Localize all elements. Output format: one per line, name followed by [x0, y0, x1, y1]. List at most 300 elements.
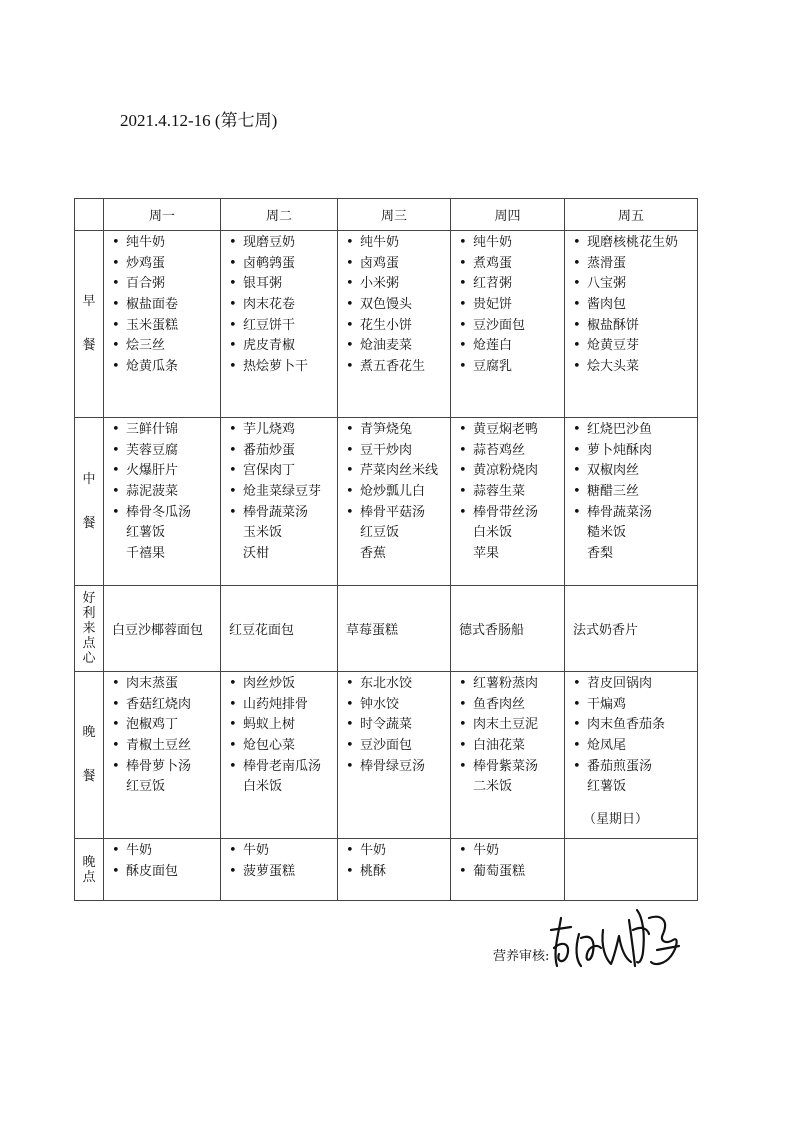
menu-item-text: 萝卜炖酥肉: [587, 442, 653, 458]
menu-item-text: 白油花菜: [473, 738, 526, 754]
menu-item: [229, 695, 337, 716]
menu-item-text: 炝莲白: [473, 338, 513, 354]
bullet-icon: •: [229, 255, 237, 271]
menu-item-text: 时令蔬菜: [360, 717, 413, 733]
menu-item-text: 鱼香肉丝: [473, 696, 526, 712]
weekly-menu-table: [74, 198, 698, 901]
bullet-icon: •: [573, 255, 581, 271]
lunch-cell: [221, 418, 338, 586]
bullet-icon: •: [229, 442, 237, 458]
menu-item: [346, 420, 450, 441]
menu-item: [229, 674, 337, 695]
meal-label-char: 心: [82, 651, 96, 666]
menu-item: [229, 461, 337, 482]
menu-extra: [459, 523, 564, 544]
menu-item: [346, 736, 450, 757]
bullet-icon: •: [573, 276, 581, 292]
dinner-cell: [451, 672, 565, 839]
menu-extra: [229, 544, 337, 565]
menu-item: [459, 274, 564, 295]
menu-item-text: 棒骨平菇汤: [360, 504, 426, 520]
menu-item-text: 牛奶: [360, 843, 387, 858]
menu-item-text: 炝油麦菜: [360, 338, 413, 354]
bullet-icon: •: [573, 504, 581, 520]
bullet-icon: •: [346, 758, 354, 774]
bullet-icon: •: [459, 359, 467, 375]
dinner-cell: [221, 672, 338, 839]
lunch-row: [75, 418, 698, 586]
menu-item-text: 芙蓉豆腐: [126, 442, 179, 458]
menu-item: [346, 441, 450, 462]
bullet-icon: •: [346, 235, 354, 250]
menu-item-text: 煮鸡蛋: [473, 255, 513, 271]
menu-item-text: 豆干炒肉: [360, 442, 413, 458]
menu-item-text: 肉末鱼香茄条: [587, 717, 666, 733]
menu-list: [565, 231, 697, 378]
menu-item-text: 棒骨萝卜汤: [126, 758, 192, 774]
menu-item-text: 卤鸡蛋: [360, 255, 400, 271]
menu-item: [459, 715, 564, 736]
menu-item-text: 烩三丝: [126, 338, 166, 354]
meal-label-char: 点: [82, 869, 96, 885]
night-snack-label: [75, 839, 104, 901]
menu-item: [573, 461, 697, 482]
day-header: 周三: [338, 199, 451, 231]
menu-item-text: 双色馒头: [360, 297, 413, 313]
day-header: 周一: [104, 199, 221, 231]
menu-item: [573, 233, 697, 254]
bullet-icon: •: [112, 484, 120, 500]
menu-item-text: 椒盐酥饼: [587, 317, 640, 333]
menu-list: [565, 418, 697, 565]
menu-item: [459, 441, 564, 462]
bullet-icon: •: [573, 696, 581, 712]
menu-item-text: 银耳粥: [243, 276, 283, 292]
bullet-icon: •: [112, 359, 120, 375]
day-header: 周四: [451, 199, 565, 231]
bullet-icon: •: [346, 338, 354, 354]
bullet-icon: •: [346, 738, 354, 754]
bullet-icon: •: [459, 442, 467, 458]
night-snack-row: [75, 839, 698, 901]
bullet-icon: •: [112, 297, 120, 313]
bullet-icon: •: [346, 484, 354, 500]
menu-item: [573, 274, 697, 295]
menu-item-text: 糙米饭: [587, 525, 627, 541]
menu-item-text: 炒鸡蛋: [126, 255, 166, 271]
bullet-icon: •: [112, 696, 120, 712]
menu-item-text: 牛奶: [126, 843, 153, 858]
bullet-icon: •: [573, 442, 581, 458]
menu-extra: [112, 777, 220, 798]
snack-cell: 红豆花面包: [221, 586, 338, 672]
bullet-icon: •: [229, 297, 237, 313]
menu-item-text: 豆沙面包: [473, 317, 526, 333]
meal-label-char: 餐: [82, 515, 96, 531]
menu-item-text: 糖醋三丝: [587, 484, 640, 500]
menu-item: [573, 757, 697, 778]
menu-item-text: 棒骨带丝汤: [473, 504, 539, 520]
menu-item: [229, 420, 337, 441]
bullet-icon: •: [346, 422, 354, 437]
menu-item-text: 钟水饺: [360, 696, 400, 712]
bullet-icon: •: [112, 717, 120, 733]
day-header-row: [75, 199, 698, 231]
menu-item-text: 菠萝蛋糕: [243, 863, 296, 879]
menu-item-text: 八宝粥: [587, 276, 627, 292]
bullet-icon: •: [229, 338, 237, 354]
menu-item-text: 香蕉: [360, 546, 387, 562]
bullet-icon: •: [112, 738, 120, 754]
lunch-cell: [451, 418, 565, 586]
menu-item: [112, 295, 220, 316]
bullet-icon: •: [346, 442, 354, 458]
bullet-icon: •: [229, 317, 237, 333]
menu-item-text: 东北水饺: [360, 676, 413, 691]
menu-item-text: 炝黄豆芽: [587, 338, 640, 354]
bullet-icon: •: [573, 317, 581, 333]
menu-item: [346, 357, 450, 378]
menu-item: [459, 674, 564, 695]
menu-item-text: 纯牛奶: [360, 235, 400, 250]
menu-item-text: 百合粥: [126, 276, 166, 292]
bullet-icon: •: [459, 676, 467, 691]
menu-item: [112, 233, 220, 254]
menu-item: [346, 336, 450, 357]
day-header: 周五: [565, 199, 698, 231]
bullet-icon: •: [459, 717, 467, 733]
menu-item-text: 玉米饭: [243, 525, 283, 541]
menu-list: [221, 839, 337, 882]
menu-item: [346, 715, 450, 736]
menu-item: [573, 357, 697, 378]
menu-item: [229, 233, 337, 254]
menu-item-text: 二米饭: [473, 779, 513, 795]
bullet-icon: •: [346, 276, 354, 292]
menu-item: [459, 233, 564, 254]
menu-item: [229, 274, 337, 295]
meal-label-char: 来: [82, 621, 96, 636]
menu-item: [346, 695, 450, 716]
menu-item: [112, 503, 220, 524]
menu-extra: [459, 544, 564, 565]
menu-item-text: 红豆饭: [126, 779, 166, 795]
menu-extra: [229, 523, 337, 544]
menu-item-text: 卤鹌鹑蛋: [243, 255, 296, 271]
menu-item: [112, 357, 220, 378]
menu-list: [565, 672, 697, 831]
meal-label-char: 利: [82, 606, 96, 621]
menu-extra: [112, 523, 220, 544]
menu-item: [229, 862, 337, 883]
menu-list: [451, 839, 564, 882]
menu-item: [229, 441, 337, 462]
menu-item: [459, 461, 564, 482]
menu-item: [459, 336, 564, 357]
menu-item: [229, 736, 337, 757]
bullet-icon: •: [229, 422, 237, 437]
menu-item: [459, 841, 564, 862]
dinner-cell: [104, 672, 221, 839]
menu-list: [451, 672, 564, 798]
menu-item-text: 白米饭: [473, 525, 513, 541]
menu-item-text: 干煸鸡: [587, 696, 627, 712]
menu-item: [112, 862, 220, 883]
menu-item-text: 现磨豆奶: [243, 235, 296, 250]
menu-item-text: 棒骨蔬菜汤: [243, 504, 309, 520]
breakfast-cell: [221, 231, 338, 418]
bullet-icon: •: [459, 504, 467, 520]
bullet-icon: •: [112, 255, 120, 271]
menu-item-text: （星期日）: [583, 812, 649, 828]
menu-item-text: 千禧果: [126, 546, 166, 562]
page-title: 2021.4.12-16 (第七周): [120, 111, 278, 130]
menu-item-text: 纯牛奶: [473, 235, 513, 250]
bullet-icon: •: [346, 317, 354, 333]
bullet-icon: •: [112, 422, 120, 437]
menu-item: [112, 441, 220, 462]
dinner-row: [75, 672, 698, 839]
menu-item-text: 现磨核桃花生奶: [587, 235, 679, 250]
lunch-label: [75, 418, 104, 586]
menu-item-text: 三鲜什锦: [126, 422, 179, 437]
menu-item-text: 香菇红烧肉: [126, 696, 192, 712]
menu-extra: [346, 523, 450, 544]
menu-item-text: 番茄煎蛋汤: [587, 758, 653, 774]
corner-cell: [75, 199, 104, 231]
menu-item-text: 热烩萝卜干: [243, 359, 309, 375]
menu-item-text: 桃酥: [360, 863, 387, 879]
bullet-icon: •: [573, 297, 581, 313]
menu-extra: [112, 544, 220, 565]
menu-item: [573, 420, 697, 441]
menu-item: [229, 357, 337, 378]
breakfast-cell: [338, 231, 451, 418]
meal-label-char: 晚: [82, 854, 96, 870]
breakfast-row: [75, 231, 698, 418]
menu-item: [229, 503, 337, 524]
menu-item: [346, 482, 450, 503]
menu-item-text: 芹菜肉丝米线: [360, 463, 439, 479]
bullet-icon: •: [573, 738, 581, 754]
bullet-icon: •: [112, 758, 120, 774]
bullet-icon: •: [459, 696, 467, 712]
bullet-icon: •: [229, 276, 237, 292]
bullet-icon: •: [573, 359, 581, 375]
menu-item: [573, 695, 697, 716]
menu-item: [573, 503, 697, 524]
bullet-icon: •: [573, 484, 581, 500]
menu-item-text: 花生小饼: [360, 317, 413, 333]
bullet-icon: •: [346, 297, 354, 313]
menu-item: [112, 420, 220, 441]
menu-item: [112, 757, 220, 778]
menu-item-text: 牛奶: [243, 843, 270, 858]
menu-item: [459, 482, 564, 503]
menu-item: [112, 841, 220, 862]
menu-item-text: 红豆饭: [360, 525, 400, 541]
menu-item: [229, 841, 337, 862]
menu-item-text: 青椒土豆丝: [126, 738, 192, 754]
bullet-icon: •: [573, 235, 581, 250]
menu-item-text: 红薯粉蒸肉: [473, 676, 539, 691]
bullet-icon: •: [229, 463, 237, 479]
menu-item: [459, 295, 564, 316]
menu-item-text: 泡椒鸡丁: [126, 717, 179, 733]
menu-item-text: 红烧巴沙鱼: [587, 422, 653, 437]
menu-item-text: 沃柑: [243, 546, 270, 562]
menu-item: [112, 316, 220, 337]
bullet-icon: •: [346, 463, 354, 479]
menu-item-text: 纯牛奶: [126, 235, 166, 250]
menu-item-text: 酱肉包: [587, 297, 627, 313]
night-snack-cell: [221, 839, 338, 901]
bullet-icon: •: [229, 235, 237, 250]
bullet-icon: •: [229, 504, 237, 520]
menu-item-text: 香梨: [587, 546, 614, 562]
bullet-icon: •: [112, 235, 120, 250]
bullet-icon: •: [112, 676, 120, 691]
menu-item-text: 虎皮青椒: [243, 338, 296, 354]
bullet-icon: •: [112, 504, 120, 520]
menu-list: [338, 839, 450, 882]
menu-list: [565, 839, 697, 841]
menu-item: [112, 695, 220, 716]
menu-item-text: 棒骨蔬菜汤: [587, 504, 653, 520]
menu-item: [229, 254, 337, 275]
bullet-icon: •: [346, 696, 354, 712]
breakfast-cell: [565, 231, 698, 418]
dinner-label: [75, 672, 104, 839]
menu-list: [221, 672, 337, 798]
menu-extra: [346, 544, 450, 565]
menu-item: [346, 295, 450, 316]
bullet-icon: •: [459, 235, 467, 250]
menu-item-text: 炝韭菜绿豆芽: [243, 484, 322, 500]
menu-item-text: 贵妃饼: [473, 297, 513, 313]
menu-item: [573, 336, 697, 357]
bullet-icon: •: [229, 738, 237, 754]
menu-item: [346, 674, 450, 695]
bullet-icon: •: [112, 843, 120, 858]
menu-item-text: 肉丝炒饭: [243, 676, 296, 691]
menu-item-text: 火爆肝片: [126, 463, 179, 479]
menu-item-text: 椒盐面卷: [126, 297, 179, 313]
bullet-icon: •: [229, 758, 237, 774]
menu-item: [346, 841, 450, 862]
nutrition-review-label: 营养审核:: [493, 949, 550, 964]
menu-item-text: 酥皮面包: [126, 863, 179, 879]
menu-item: [459, 757, 564, 778]
menu-item: [112, 715, 220, 736]
snack-label: [75, 586, 104, 672]
menu-item: [346, 233, 450, 254]
meal-label-char: 中: [82, 471, 96, 487]
menu-item-text: 黄凉粉烧肉: [473, 463, 539, 479]
meal-label-char: 早: [82, 294, 96, 310]
menu-item-text: 棒骨老南瓜汤: [243, 758, 322, 774]
spacer: [573, 798, 697, 810]
menu-item: [229, 316, 337, 337]
menu-item-text: 玉米蛋糕: [126, 317, 179, 333]
menu-list: [104, 839, 220, 882]
menu-item: [459, 695, 564, 716]
menu-item-text: 葡萄蛋糕: [473, 863, 526, 879]
menu-item: [459, 862, 564, 883]
menu-item: [573, 254, 697, 275]
bullet-icon: •: [459, 276, 467, 292]
bullet-icon: •: [573, 338, 581, 354]
bullet-icon: •: [112, 863, 120, 879]
bullet-icon: •: [346, 255, 354, 271]
menu-item: [459, 503, 564, 524]
menu-item-text: 蚂蚁上树: [243, 717, 296, 733]
bullet-icon: •: [459, 758, 467, 774]
menu-item-text: 红苕粥: [473, 276, 513, 292]
bullet-icon: •: [112, 276, 120, 292]
bullet-icon: •: [112, 463, 120, 479]
menu-item-text: 山药炖排骨: [243, 696, 309, 712]
bullet-icon: •: [346, 863, 354, 879]
night-snack-cell: [451, 839, 565, 901]
lunch-cell: [104, 418, 221, 586]
menu-item: [459, 254, 564, 275]
menu-item: [112, 482, 220, 503]
menu-item-text: 牛奶: [473, 843, 500, 858]
night-snack-cell: [104, 839, 221, 901]
menu-item: [229, 295, 337, 316]
menu-item-text: 棒骨绿豆汤: [360, 758, 426, 774]
bullet-icon: •: [573, 422, 581, 437]
bullet-icon: •: [573, 758, 581, 774]
menu-item-text: 炝黄瓜条: [126, 359, 179, 375]
menu-item: [229, 336, 337, 357]
bullet-icon: •: [229, 696, 237, 712]
menu-item: [573, 482, 697, 503]
menu-item-text: 烩大头菜: [587, 359, 640, 375]
bullet-icon: •: [346, 843, 354, 858]
menu-item: [459, 736, 564, 757]
menu-item: [459, 420, 564, 441]
menu-item-text: 小米粥: [360, 276, 400, 292]
bullet-icon: •: [229, 676, 237, 691]
bullet-icon: •: [229, 359, 237, 375]
menu-item: [573, 295, 697, 316]
lunch-cell: [565, 418, 698, 586]
menu-item: [112, 336, 220, 357]
menu-item-text: 煮五香花生: [360, 359, 426, 375]
snack-cell: 白豆沙椰蓉面包: [104, 586, 221, 672]
menu-item-text: 肉末花卷: [243, 297, 296, 313]
menu-list: [338, 672, 450, 777]
menu-item-text: 红豆饼干: [243, 317, 296, 333]
menu-item: [229, 715, 337, 736]
menu-extra: [229, 777, 337, 798]
breakfast-label: [75, 231, 104, 418]
bullet-icon: •: [459, 297, 467, 313]
menu-item-text: 炝包心菜: [243, 738, 296, 754]
menu-list: [451, 231, 564, 378]
menu-item: [346, 503, 450, 524]
bullet-icon: •: [346, 359, 354, 375]
menu-extra: [573, 523, 697, 544]
menu-item-text: 蒜蓉生菜: [473, 484, 526, 500]
menu-extra: [459, 777, 564, 798]
bullet-icon: •: [346, 504, 354, 520]
dinner-cell: [338, 672, 451, 839]
day-header: 周二: [221, 199, 338, 231]
bullet-icon: •: [346, 717, 354, 733]
